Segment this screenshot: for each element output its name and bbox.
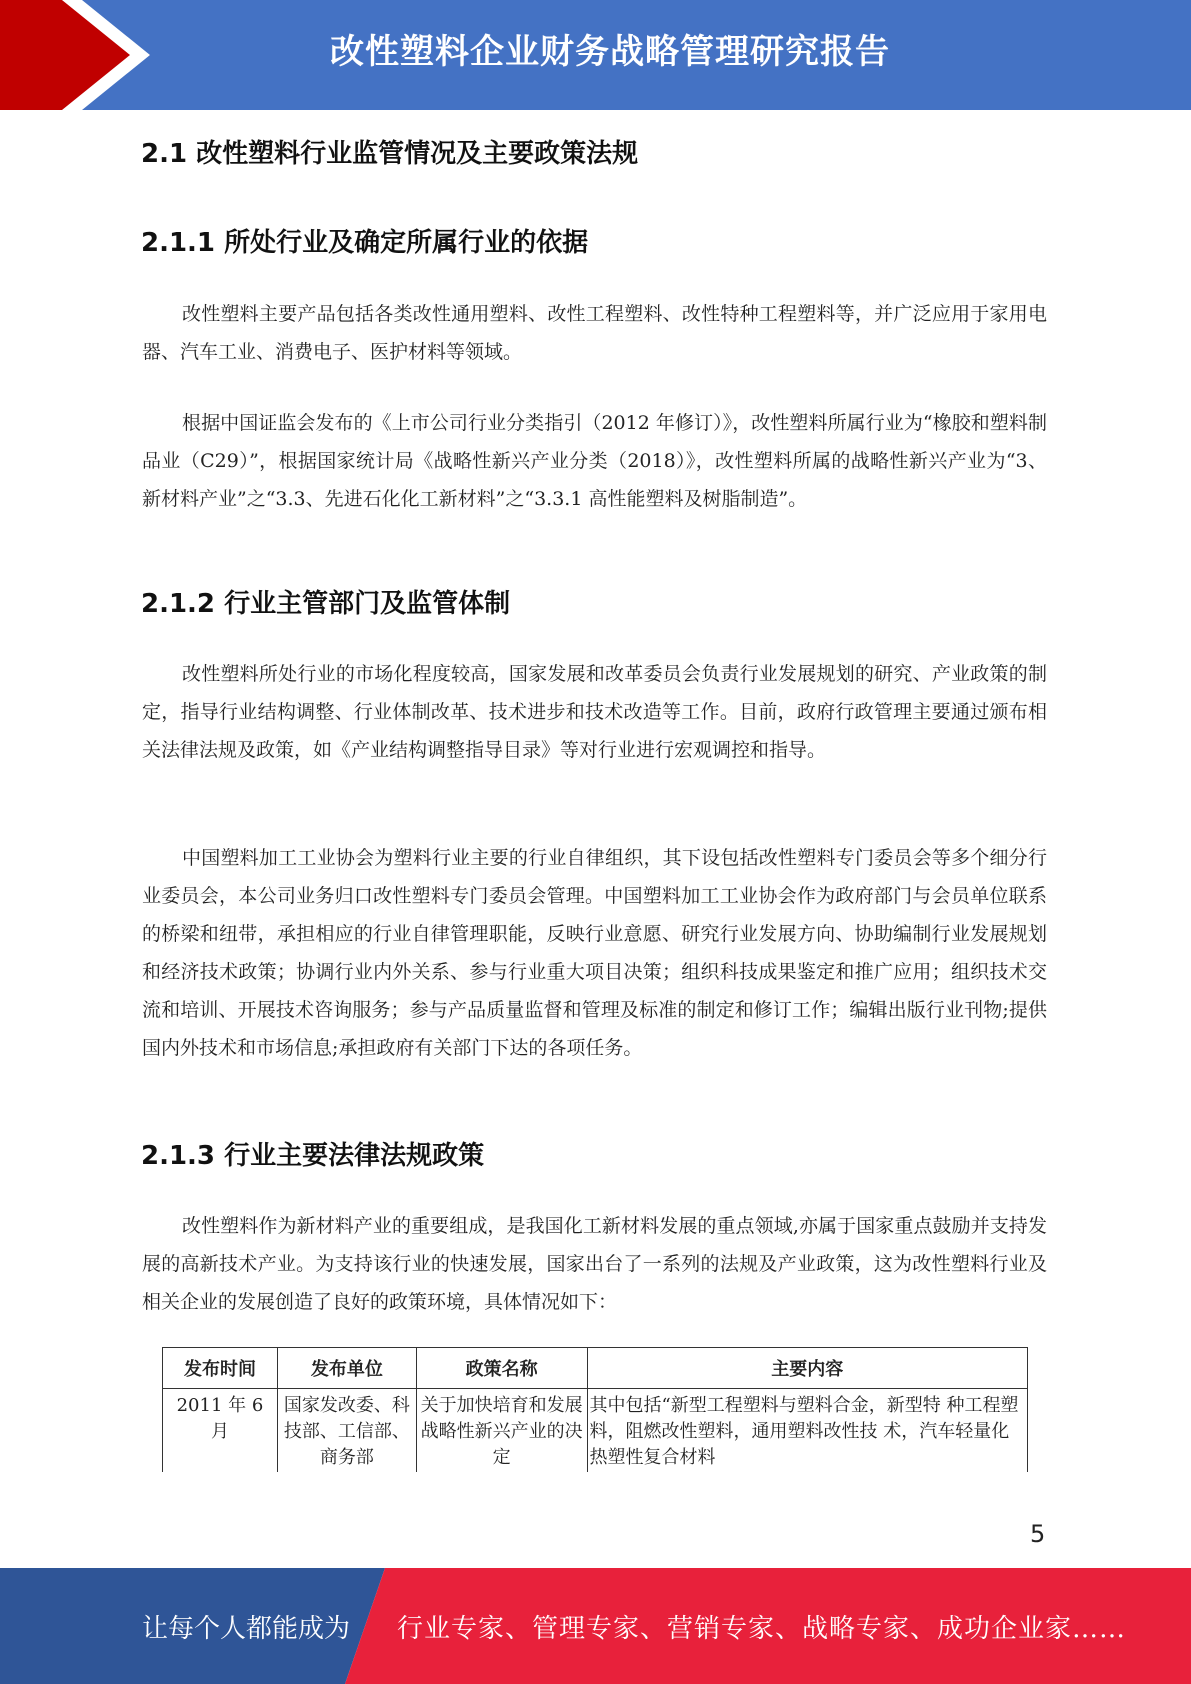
paragraph-product-scope: 改性塑料主要产品包括各类改性通用塑料、改性工程塑料、改性特种工程塑料等，并广泛应用于家用电器、汽车工业、消费电子、医护材料等领域。	[142, 303, 1047, 363]
paragraph-industry-association: 中国塑料加工工业协会为塑料行业主要的行业自律组织，其下设包括改性塑料专门委员会等多个细分行业委员会，本公司业务归口改性塑料专门委员会管理。中国塑料加工工业协会作为政府部门与会员单位联系的桥梁和纽带，承担相应的行业自律管理职能，反映行业意愿、研究行业发展方向、协助编制行业发展规划和经济技术政策；协调行业内外关系、参与行业重大项目决策；组织科技成果鉴定和推广应用；组织技术交流和培训、开展技术咨询服务；参与产品质量监督和管理及标准的制定和修订工作；编辑出版行业刊物;提供国内外技术和市场信息;承担政府有关部门下达的各项任务。	[142, 847, 1047, 1059]
paragraph-regulator: 改性塑料所处行业的市场化程度较高，国家发展和改革委员会负责行业发展规划的研究、产业政策的制定，指导行业结构调整、行业体制改革、技术进步和技术改造等工作。目前，政府行政管理主要通过颁布相关法律法规及政策，如《产业结构调整指导目录》等对行业进行宏观调控和指导。	[142, 663, 1047, 761]
section-heading-2-1-2: 2.1.2 行业主管部门及监管体制	[141, 589, 511, 619]
footer-slogan-right: 行业专家、管理专家、营销专家、战略专家、成功企业家……	[397, 1614, 1127, 1644]
section-heading-2-1-1: 2.1.1 所处行业及确定所属行业的依据	[141, 228, 589, 258]
paragraph-industry-classification: 根据中国证监会发布的《上市公司行业分类指引（2012 年修订）》，改性塑料所属行业为“橡胶和塑料制品业（C29）”，根据国家统计局《战略性新兴产业分类（2018）》，改性塑料所属的战略性新兴产业为“3、新材料产业”之“3.3、先进石化化工新材料”之“3.3.1 高性能塑料及树脂制造”。	[142, 412, 1047, 510]
page-footer	[0, 1568, 1191, 1684]
cell-date: 2011 年 6 月	[163, 1389, 278, 1479]
column-header-issuer: 发布单位	[277, 1348, 416, 1389]
column-header-content: 主要内容	[587, 1348, 1027, 1389]
table-page-break	[150, 1472, 1050, 1484]
paragraph-policy-environment: 改性塑料作为新材料产业的重要组成，是我国化工新材料发展的重点领域,亦属于国家重点鼓励并支持发展的高新技术产业。为支持该行业的快速发展，国家出台了一系列的法规及产业政策，这为改性塑料行业及相关企业的发展创造了良好的政策环境，具体情况如下：	[142, 1215, 1047, 1313]
column-header-date: 发布时间	[163, 1348, 278, 1389]
section-heading-2-1: 2.1 改性塑料行业监管情况及主要政策法规	[141, 139, 639, 169]
column-header-policy: 政策名称	[416, 1348, 587, 1389]
cell-content: 其中包括“新型工程塑料与塑料合金，新型特 种工程塑料，阻燃改性塑料，通用塑料改性技 术，汽车轻量化热塑性复合材料	[587, 1389, 1027, 1479]
table-header-row	[163, 1348, 1028, 1389]
report-title: 改性塑料企业财务战略管理研究报告	[330, 32, 890, 72]
footer-slogan-left: 让每个人都能成为	[142, 1614, 351, 1644]
cell-policy: 关于加快培育和发展战略性新兴产业的决定	[416, 1389, 587, 1479]
page-number: 5	[1030, 1520, 1046, 1548]
section-heading-2-1-3: 2.1.3 行业主要法律法规政策	[141, 1141, 485, 1171]
page-header	[0, 0, 1191, 110]
table-row	[163, 1389, 1028, 1479]
cell-issuer: 国家发改委、科技部、工信部、商务部	[277, 1389, 416, 1479]
policy-table	[162, 1347, 1028, 1479]
